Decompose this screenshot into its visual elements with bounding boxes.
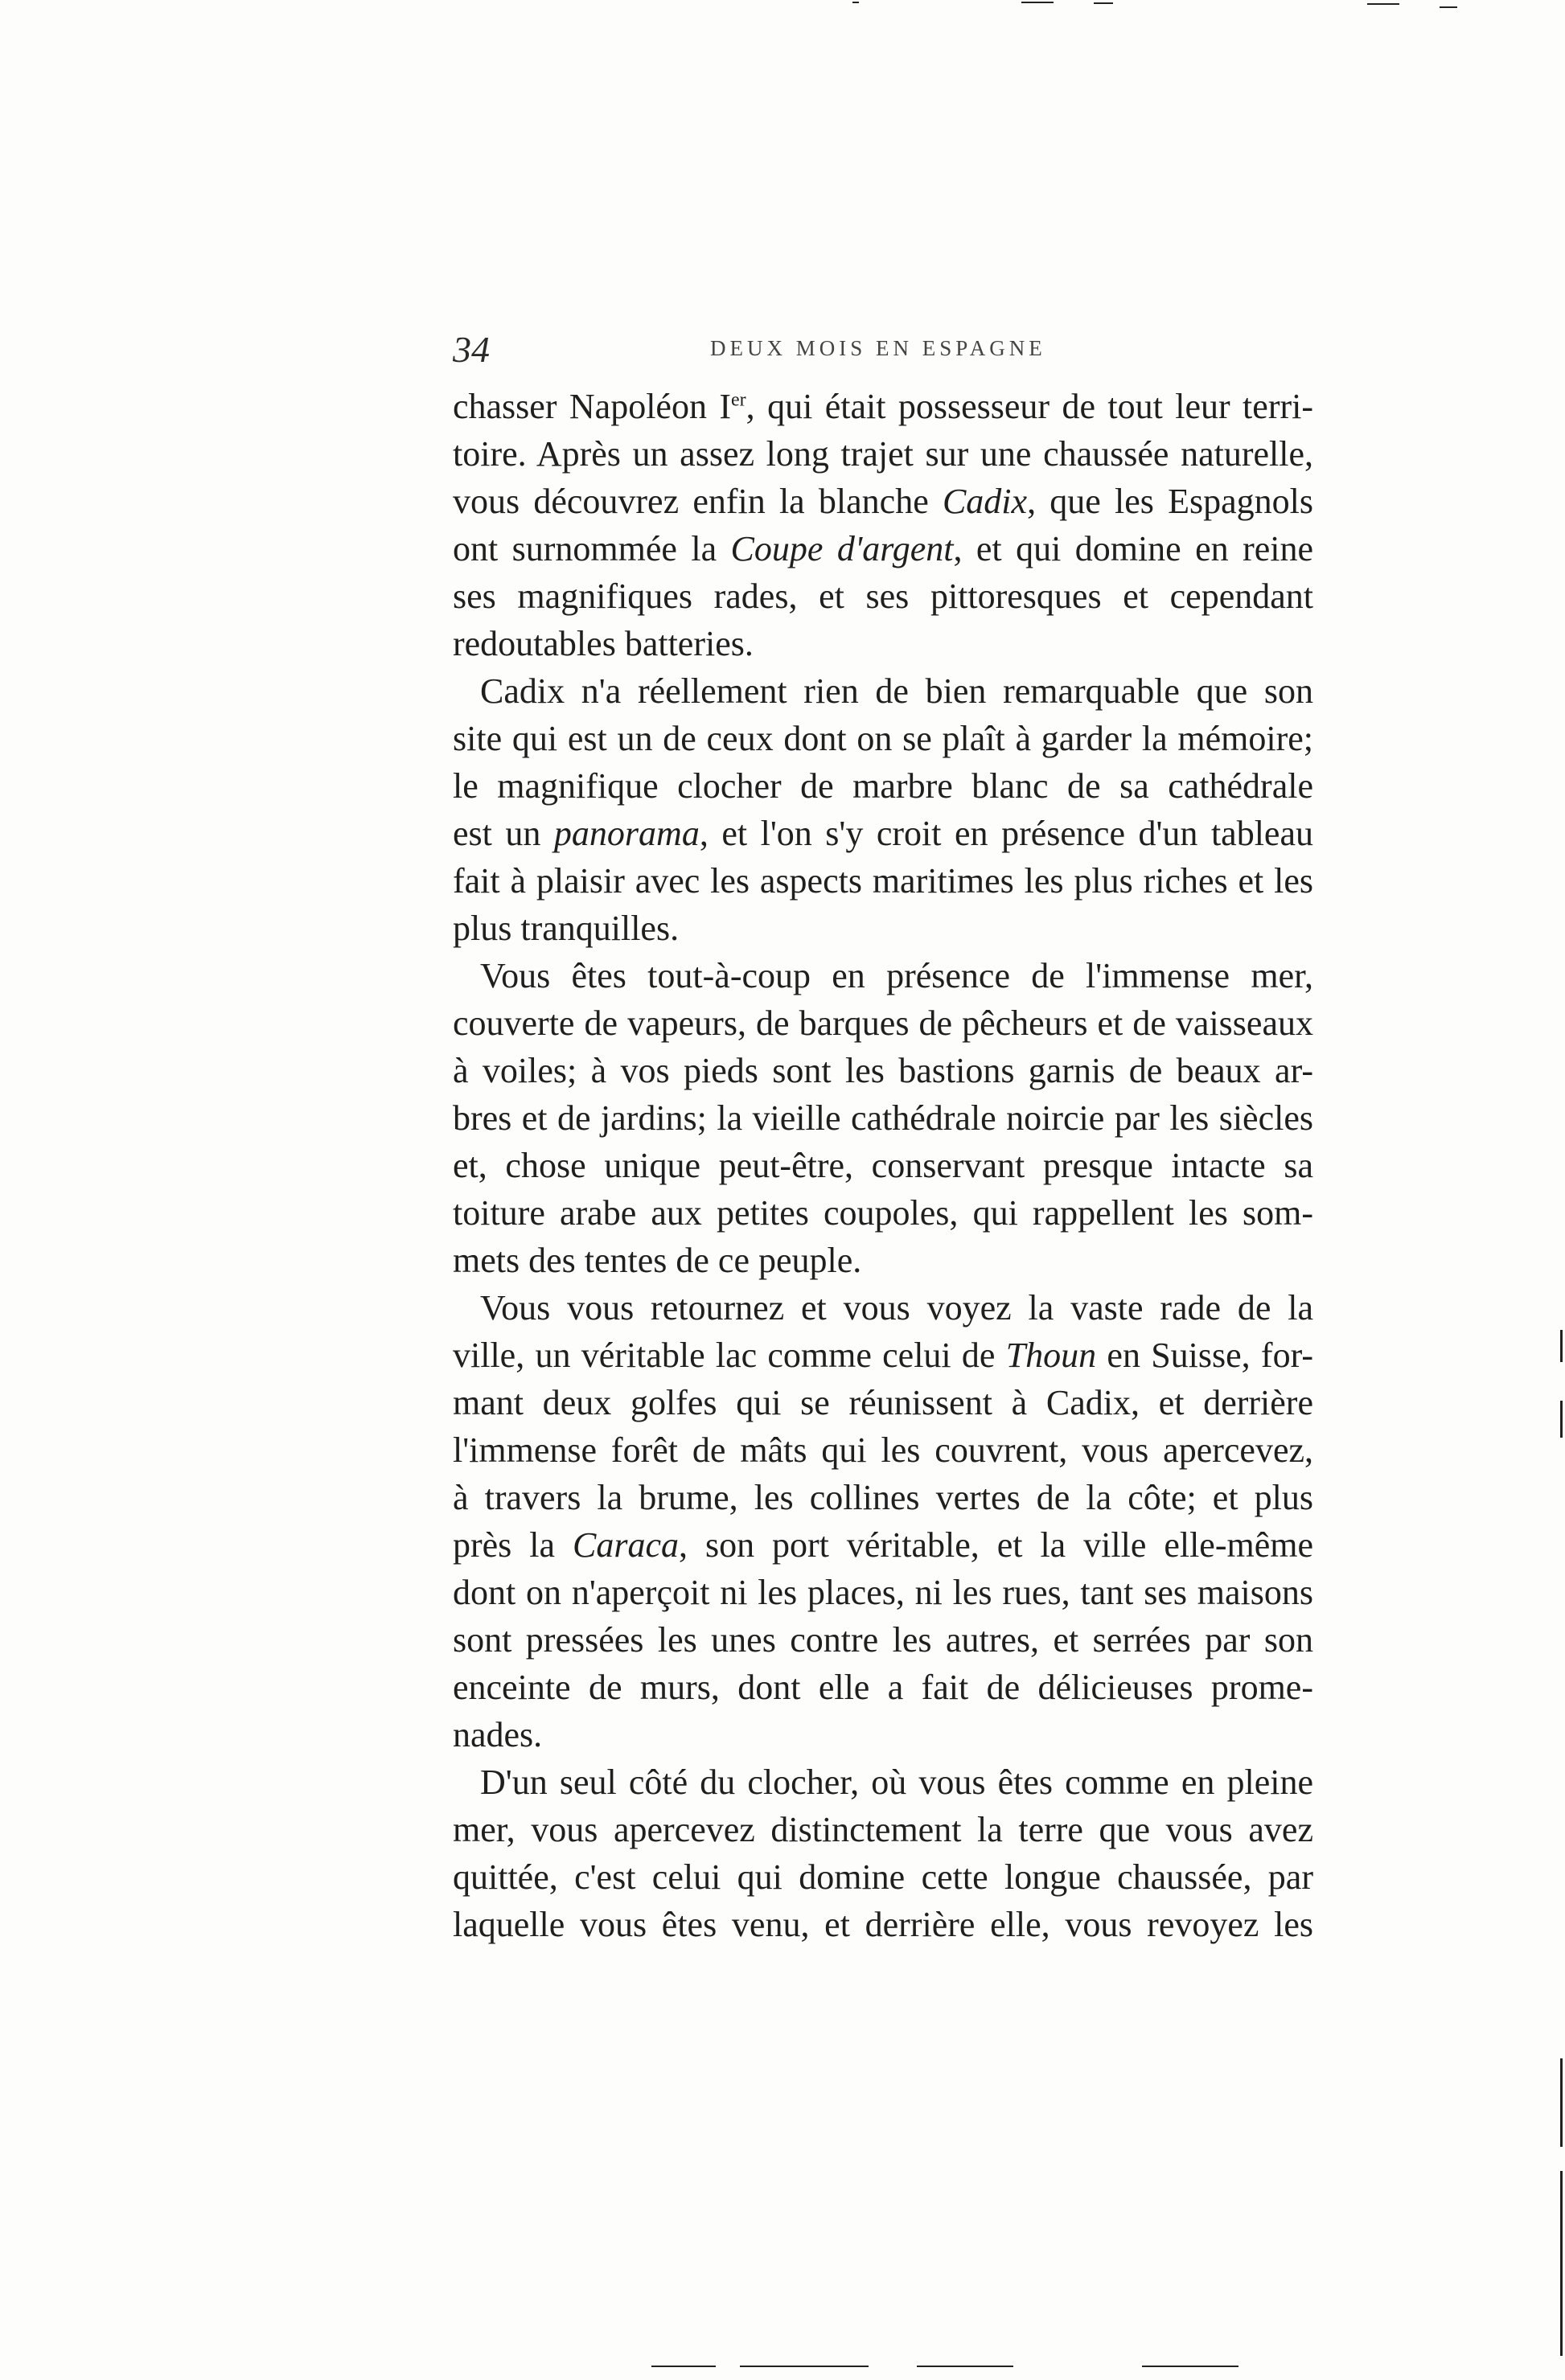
text-segment: ville, un véritable lac comme celui de xyxy=(453,1336,1006,1375)
text-line xyxy=(453,762,1313,810)
text-segment: , son port véritable, et la ville elle-même xyxy=(678,1525,1313,1565)
scan-edge-marks-bottom xyxy=(627,2362,1271,2372)
text-segment: enceinte de murs, dont elle a fait de délicieuses prome- xyxy=(453,1668,1313,1707)
text-segment: quittée, c'est celui qui domine cette longue chaussée, par xyxy=(453,1857,1313,1897)
text-line xyxy=(453,1237,1313,1284)
text-segment: Cadix n'a réellement rien de bien remarquable que son xyxy=(480,671,1313,711)
text-line xyxy=(453,430,1313,478)
text-segment: Vous vous retournez et vous voyez la vaste rade de la xyxy=(480,1288,1313,1327)
text-line xyxy=(453,478,1313,525)
scan-edge-mark-right xyxy=(1560,1401,1563,1438)
text-segment: mant deux golfes qui se réunissent à Cadix, et derrière xyxy=(453,1383,1313,1422)
text-line xyxy=(453,1664,1313,1711)
text-line xyxy=(453,525,1313,572)
text-line xyxy=(453,1426,1313,1474)
text-segment: en Suisse, for- xyxy=(1096,1336,1313,1375)
italic-text: Caraca xyxy=(572,1525,679,1565)
text-segment: à voiles; à vos pieds sont les bastions garnis de beaux ar- xyxy=(453,1051,1313,1090)
text-segment: plus tranquilles. xyxy=(453,909,680,948)
text-segment: D'un seul côté du clocher, où vous êtes comme en pleine xyxy=(480,1762,1313,1802)
text-segment: toiture arabe aux petites coupoles, qui rappellent les som- xyxy=(453,1193,1313,1233)
text-segment: est un xyxy=(453,814,554,853)
running-header xyxy=(453,328,1313,376)
text-line xyxy=(453,1711,1313,1758)
text-segment: bres et de jardins; la vieille cathédrale noircie par les siècles xyxy=(453,1098,1313,1138)
text-segment: redoutables batteries. xyxy=(453,624,754,663)
text-line xyxy=(453,1901,1313,1948)
text-segment: ses magnifiques rades, et ses pittoresques et cependant xyxy=(453,577,1313,616)
italic-text: Coupe d'argent xyxy=(730,529,954,568)
text-line xyxy=(453,999,1313,1047)
text-segment: ont surnommée la xyxy=(453,529,731,568)
body-text xyxy=(453,383,1313,1948)
text-line xyxy=(453,1047,1313,1094)
text-line xyxy=(453,810,1313,857)
text-line xyxy=(453,1806,1313,1853)
text-line xyxy=(453,1094,1313,1142)
text-segment: l'immense forêt de mâts qui les couvrent, vous apercevez, xyxy=(453,1430,1313,1470)
text-segment: vous découvrez enfin la blanche xyxy=(453,482,943,521)
text-line xyxy=(453,1474,1313,1521)
text-segment: le magnifique clocher de marbre blanc de sa cathédrale xyxy=(453,766,1313,806)
text-line xyxy=(453,1758,1313,1806)
text-segment: , et l'on s'y croit en présence d'un tableau xyxy=(699,814,1313,853)
italic-text: Thoun xyxy=(1005,1336,1097,1375)
text-line xyxy=(453,383,1313,430)
text-line xyxy=(453,715,1313,762)
text-line xyxy=(453,857,1313,905)
text-line xyxy=(453,1284,1313,1332)
text-segment: toire. Après un assez long trajet sur une chaussée naturelle, xyxy=(453,434,1313,474)
scan-edge-mark-right xyxy=(1560,1330,1563,1362)
italic-text: Cadix xyxy=(942,482,1028,521)
text-segment: nades. xyxy=(453,1715,543,1754)
text-segment: laquelle vous êtes venu, et derrière elle, vous revoyez les xyxy=(453,1905,1313,1944)
text-segment: sont pressées les unes contre les autres, et serrées par son xyxy=(453,1620,1313,1660)
superscript: er xyxy=(731,389,746,411)
scan-edge-marks-top xyxy=(852,0,1496,13)
text-line xyxy=(453,1142,1313,1189)
text-line xyxy=(453,572,1313,620)
page-number: 34 xyxy=(453,329,490,370)
text-line xyxy=(453,905,1313,952)
text-segment: mets des tentes de ce peuple. xyxy=(453,1241,862,1280)
text-segment: , qui était possesseur de tout leur terri- xyxy=(746,387,1313,426)
text-segment: site qui est un de ceux dont on se plaît à garder la mémoire; xyxy=(453,719,1313,758)
text-line xyxy=(453,1332,1313,1379)
text-segment: Vous êtes tout-à-coup en présence de l'immense mer, xyxy=(480,956,1313,995)
text-line xyxy=(453,620,1313,667)
text-segment: mer, vous apercevez distinctement la terre que vous avez xyxy=(453,1810,1313,1849)
text-line xyxy=(453,1569,1313,1616)
text-line xyxy=(453,1521,1313,1569)
text-segment: près la xyxy=(453,1525,573,1565)
scan-edge-mark-right xyxy=(1560,2058,1563,2147)
text-segment: , que les Espagnols xyxy=(1027,482,1313,521)
text-segment: chasser Napoléon I xyxy=(453,387,732,426)
text-segment: couverte de vapeurs, de barques de pêcheurs et de vaisseaux xyxy=(453,1003,1313,1043)
text-line xyxy=(453,1379,1313,1426)
text-line xyxy=(453,1616,1313,1664)
text-segment: fait à plaisir avec les aspects maritimes les plus riches et les xyxy=(453,861,1313,901)
text-segment: , et qui domine en reine xyxy=(953,529,1314,568)
text-line xyxy=(453,1189,1313,1237)
text-segment: dont on n'aperçoit ni les places, ni les rues, tant ses maisons xyxy=(453,1573,1313,1612)
text-line xyxy=(453,667,1313,715)
text-segment: et, chose unique peut-être, conservant presque intacte sa xyxy=(453,1146,1313,1185)
text-line xyxy=(453,952,1313,999)
scan-edge-mark-right xyxy=(1560,2171,1563,2356)
running-title: DEUX MOIS EN ESPAGNE xyxy=(710,336,1046,360)
text-line xyxy=(453,1853,1313,1901)
text-segment: à travers la brume, les collines vertes de la côte; et plus xyxy=(453,1478,1313,1517)
italic-text: panorama xyxy=(553,814,700,853)
